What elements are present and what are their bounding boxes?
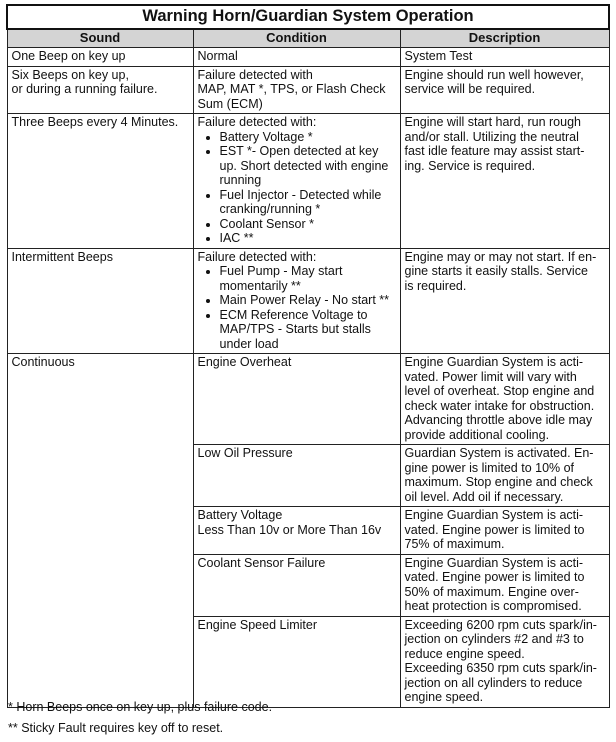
- sound-cell: Continuous: [7, 354, 193, 708]
- condition-cell: Low Oil Pressure: [193, 445, 400, 507]
- description-cell: Engine Guardian System is acti- vated. Engine power is limited to 75% of maximum.: [400, 507, 609, 555]
- sound-cell: One Beep on key up: [7, 48, 193, 67]
- description-cell: Engine Guardian System is acti- vated. Power limit will vary with level of overheat. Stop engine and check water intake for obstruction. Advancing throttle above idle may provide additional cooling.: [400, 354, 609, 445]
- condition-bullet: • Battery Voltage *: [220, 130, 396, 145]
- condition-cell: [193, 248, 400, 354]
- table-header-row: [7, 29, 609, 48]
- condition-bullet: • Coolant Sensor *: [220, 217, 396, 232]
- condition-bullet: • ECM Reference Voltage to MAP/TPS - Starts but stalls under load: [220, 308, 396, 352]
- condition-intro: Failure detected with:: [197, 249, 317, 264]
- condition-cell: Engine Overheat: [193, 354, 400, 445]
- footnote: ** Sticky Fault requires key off to reset.: [8, 721, 224, 735]
- condition-cell: Engine Speed Limiter: [193, 616, 400, 707]
- table-title: Warning Horn/Guardian System Operation: [7, 5, 609, 29]
- condition-bullet: • Fuel Injector - Detected while cranking/running *: [220, 188, 396, 217]
- condition-list: [198, 130, 396, 246]
- warning-horn-table: [6, 4, 610, 708]
- condition-cell: [193, 114, 400, 249]
- condition-bullet: • Fuel Pump - May start momentarily **: [220, 264, 396, 293]
- description-cell: Engine will start hard, run rough and/or stall. Utilizing the neutral fast idle feature may assist start- ing. Service is required.: [400, 114, 609, 249]
- header-description: Description: [400, 29, 609, 48]
- description-cell: Engine Guardian System is acti- vated. Engine power is limited to 50% of maximum. Engine over- heat protection is compromised.: [400, 554, 609, 616]
- description-cell: Guardian System is activated. En- gine power is limited to 10% of maximum. Stop engine and check oil level. Add oil if necessary.: [400, 445, 609, 507]
- sound-cell: Six Beeps on key up, or during a running failure.: [7, 66, 193, 114]
- condition-cell: Coolant Sensor Failure: [193, 554, 400, 616]
- footnotes: [8, 700, 272, 742]
- table-row: [7, 354, 609, 445]
- table-row: [7, 48, 609, 67]
- condition-intro: Failure detected with:: [197, 115, 317, 129]
- condition-bullet: • Main Power Relay - No start **: [220, 293, 396, 308]
- document: [6, 4, 608, 708]
- condition-cell: Battery Voltage Less Than 10v or More Than 16v: [193, 507, 400, 555]
- table-row: [7, 114, 609, 249]
- footnote: * Horn Beeps once on key up, plus failure code.: [8, 700, 273, 714]
- condition-bullet: • EST *- Open detected at key up. Short detected with engine running: [220, 144, 396, 188]
- description-cell: Engine may or may not start. If en- gine starts it easily stalls. Service is required.: [400, 248, 609, 354]
- sound-cell: Three Beeps every 4 Minutes.: [7, 114, 193, 249]
- condition-cell: Normal: [193, 48, 400, 67]
- condition-bullet: • IAC **: [220, 231, 396, 246]
- table-row: [7, 248, 609, 354]
- description-cell: Engine should run well however, service will be required.: [400, 66, 609, 114]
- header-sound: Sound: [7, 29, 193, 48]
- description-cell: System Test: [400, 48, 609, 67]
- sound-cell: Intermittent Beeps: [7, 248, 193, 354]
- condition-cell: Failure detected with MAP, MAT *, TPS, or Flash Check Sum (ECM): [193, 66, 400, 114]
- table-row: [7, 66, 609, 114]
- header-condition: Condition: [193, 29, 400, 48]
- description-cell: Exceeding 6200 rpm cuts spark/in- jection on cylinders #2 and #3 to reduce engine speed. Exceeding 6350 rpm cuts spark/in- jection on all cylinders to reduce engine speed.: [400, 616, 609, 707]
- condition-list: [198, 264, 396, 351]
